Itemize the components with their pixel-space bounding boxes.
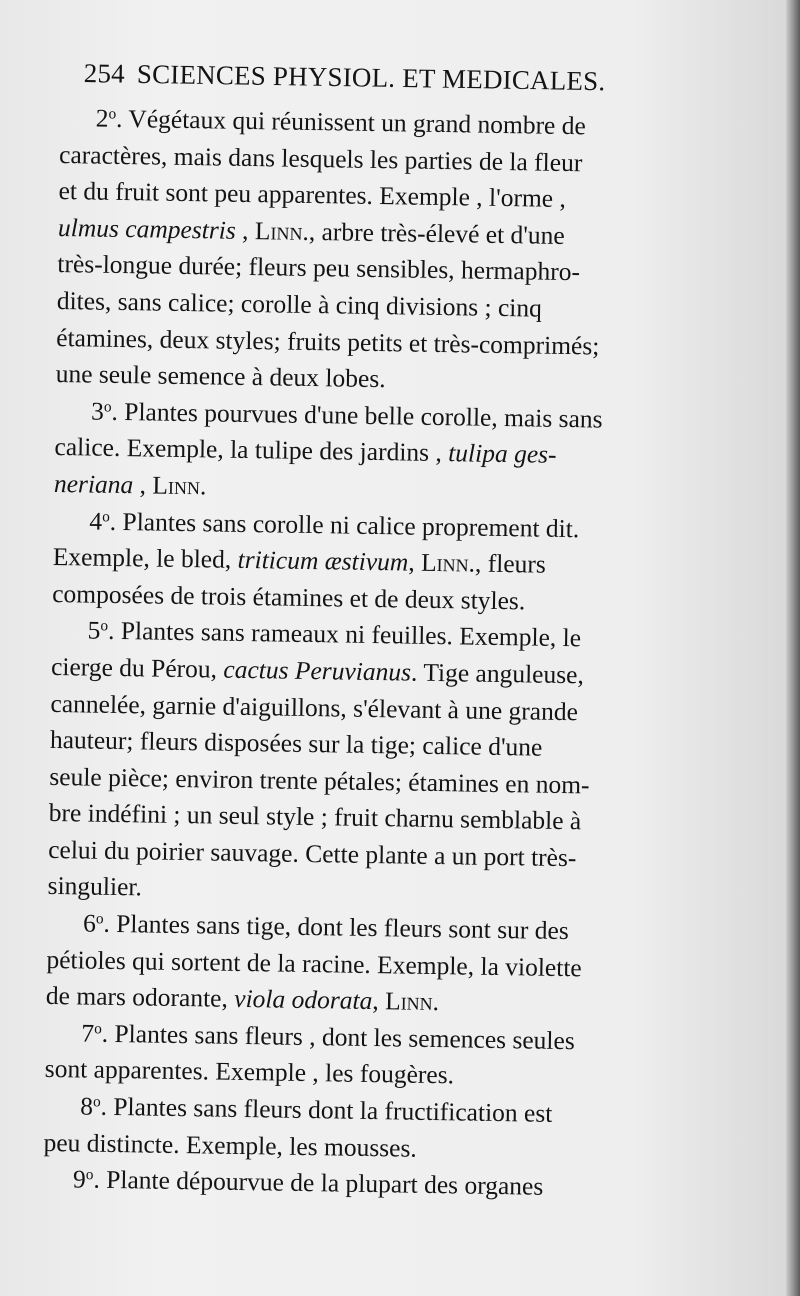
text-line: celui du poirier sauvage. Cette plante a un port très- (48, 834, 577, 873)
text-line: Exemple, le bled, triticum æstivum, Linn., fleurs (52, 542, 547, 579)
text-line: cierge du Pérou, cactus Peruvianus. Tige anguleuse, (50, 651, 585, 690)
text-line: 9$^o$. Plante dépourvue de la plupart des organes (72, 1164, 544, 1201)
text-line: 5$^o$. Plantes sans rameaux ni feuilles. Exemple, le (87, 615, 582, 653)
page-body (43, 100, 710, 1208)
text-line: 8$^o$. Plantes sans fleurs dont la fructification est (79, 1091, 553, 1128)
page-number: 254 (83, 58, 126, 89)
text-line: 3$^o$. Plantes pourvues d'une belle corolle, mais sans (90, 396, 603, 434)
text-line: bre indéfini ; un seul style ; fruit charnu semblable à (48, 798, 582, 836)
text-line: hauteur; fleurs disposées sur la tige; calice d'une (49, 725, 543, 762)
page-header (84, 58, 709, 99)
text-line: caractères, mais dans lesquels les parties de la fleur (58, 139, 583, 177)
text-line: très-longue durée; fleurs peu sensibles, hermaphro- (57, 249, 581, 287)
text-line: 2$^o$. Végétaux qui réunissent un grand nombre de (95, 103, 587, 141)
text-line: sont apparentes. Exemple , les fougères. (44, 1054, 455, 1090)
text-line: seule pièce; environ trente pétales; étamines en nom- (49, 761, 590, 800)
text-line: une seule semence à deux lobes. (55, 359, 386, 394)
text-line: et du fruit sont peu apparentes. Exemple , l'orme , (58, 176, 567, 214)
text-line: composées de trois étamines et de deux styles. (52, 578, 526, 616)
running-title: SCIENCES PHYSIOL. ET MEDICALES. (136, 58, 606, 97)
text-line: 6$^o$. Plantes sans tige, dont les fleurs sont sur des (82, 908, 569, 946)
page-edge-shadow (786, 0, 800, 1296)
text-line: peu distincte. Exemple, les mousses. (43, 1127, 418, 1163)
text-line: 4$^o$. Plantes sans corolle ni calice proprement dit. (89, 506, 580, 543)
text-line: ulmus campestris , Linn., arbre très-élevé et d'une (57, 212, 565, 250)
text-line: de mars odorante, viola odorata, Linn. (45, 981, 440, 1017)
text-line: dites, sans calice; corolle à cinq divisions ; cinq (56, 285, 543, 323)
text-line: étamines, deux styles; fruits petits et très-comprimés; (56, 322, 600, 361)
text-line: calice. Exemple, la tulipe des jardins , tulipa ges- (54, 432, 557, 470)
text-line: 7$^o$. Plantes sans fleurs , dont les semences seules (81, 1018, 576, 1056)
text-line: singulier. (47, 871, 143, 902)
text-line: pétioles qui sortent de la racine. Exemple, la violette (46, 944, 582, 982)
text-line: neriana , Linn. (53, 468, 207, 501)
text-line: cannelée, garnie d'aiguillons, s'élevant à une grande (50, 688, 579, 726)
